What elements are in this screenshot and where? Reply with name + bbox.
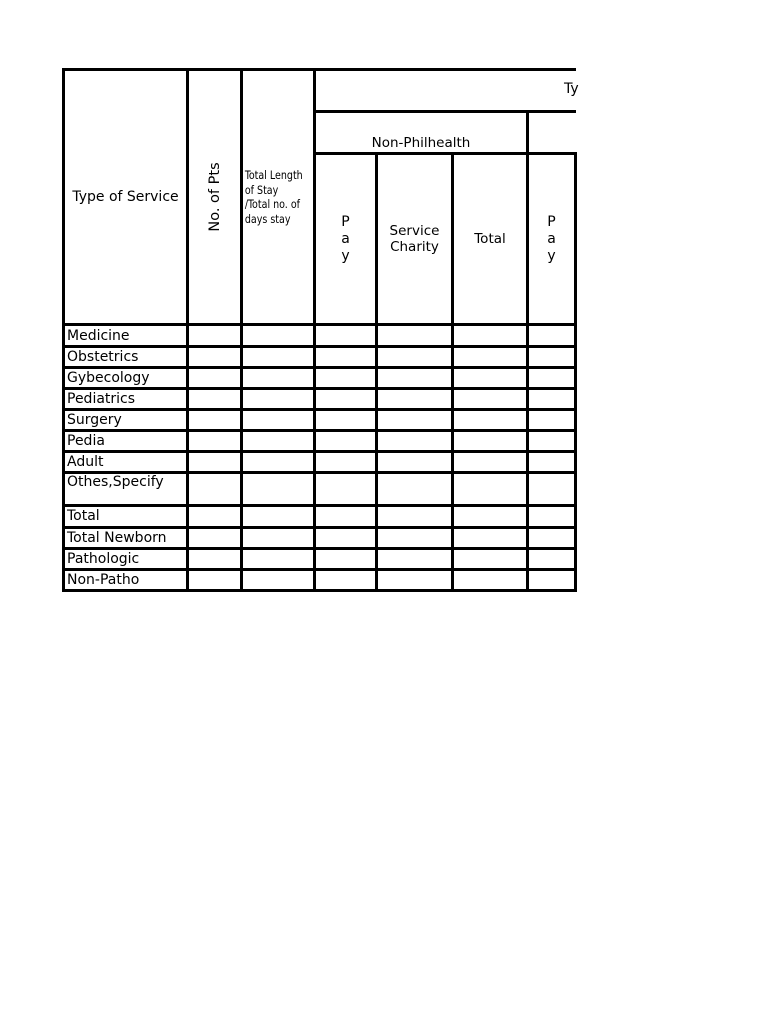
- header-type-group-label: Ty: [564, 81, 579, 97]
- cell: [242, 473, 315, 506]
- cell: [242, 527, 315, 548]
- los-line-2: of Stay: [244, 182, 279, 197]
- cell: [377, 346, 453, 367]
- cell: [453, 506, 528, 527]
- cell: [315, 346, 377, 367]
- cell: [242, 548, 315, 569]
- table-row: [64, 473, 576, 506]
- cell: [188, 325, 242, 346]
- cell: [377, 452, 453, 473]
- cell: [242, 325, 315, 346]
- cell: [188, 452, 242, 473]
- cell: [377, 431, 453, 452]
- cell: [528, 452, 576, 473]
- cell: [315, 569, 377, 590]
- row-label: Obstetrics: [64, 346, 188, 367]
- cell: [377, 506, 453, 527]
- cell: [315, 409, 377, 430]
- cell: [188, 431, 242, 452]
- service-charity-line-2: Charity: [390, 239, 439, 256]
- row-label: Gybecology: [64, 367, 188, 388]
- cell: [315, 473, 377, 506]
- cell: [528, 388, 576, 409]
- cell: [188, 473, 242, 506]
- cell: [528, 325, 576, 346]
- header-type-of-service-label: Type of Service: [72, 189, 179, 206]
- cell: [453, 548, 528, 569]
- cell: [242, 367, 315, 388]
- cell: [242, 346, 315, 367]
- header-type-of-service: [64, 70, 188, 325]
- table-row: [64, 325, 576, 346]
- header-length-of-stay-label: [243, 168, 307, 226]
- cell: [453, 325, 528, 346]
- cell: [528, 473, 576, 506]
- header-total-label: Total: [474, 231, 506, 248]
- cell: [377, 548, 453, 569]
- cell: [528, 367, 576, 388]
- cell: [315, 527, 377, 548]
- los-line-3: /Total no. of: [244, 197, 301, 212]
- cell: [188, 388, 242, 409]
- header-no-of-pts-label: No. of Pts: [206, 162, 223, 232]
- header-pay: [315, 154, 377, 325]
- service-statistics-table: [62, 68, 577, 592]
- cell: [188, 527, 242, 548]
- cell: [528, 431, 576, 452]
- table-row: [64, 452, 576, 473]
- pay-letter: P: [341, 213, 350, 230]
- header-total: [453, 154, 528, 325]
- cell: [242, 431, 315, 452]
- cell: [528, 548, 576, 569]
- cell: [188, 367, 242, 388]
- pay-letter: a: [341, 230, 350, 247]
- row-label: Total: [64, 506, 188, 527]
- cell: [315, 548, 377, 569]
- cell: [315, 506, 377, 527]
- cell: [242, 452, 315, 473]
- cell: [188, 346, 242, 367]
- table-row: [64, 431, 576, 452]
- cell: [315, 452, 377, 473]
- cell: [188, 548, 242, 569]
- service-charity-line-1: Service: [389, 223, 440, 240]
- pay2-letter: y: [547, 247, 556, 264]
- row-label: Non-Patho: [64, 569, 188, 590]
- row-label: Medicine: [64, 325, 188, 346]
- header-pay-2: [528, 154, 576, 325]
- los-line-4: days stay: [244, 211, 291, 226]
- cell: [528, 346, 576, 367]
- cell: [453, 452, 528, 473]
- cell: [377, 409, 453, 430]
- table-row: [64, 527, 576, 548]
- cell: [453, 367, 528, 388]
- pay2-letter: P: [547, 213, 556, 230]
- header-non-philhealth: [315, 112, 528, 154]
- row-label: Surgery: [64, 409, 188, 430]
- service-statistics-sheet: [62, 68, 579, 592]
- los-line-1: Total Length: [244, 168, 303, 183]
- header-non-philhealth-label: Non-Philhealth: [371, 134, 471, 151]
- cell: [315, 367, 377, 388]
- cell: [528, 409, 576, 430]
- cell: [377, 367, 453, 388]
- pay2-letter: a: [547, 230, 556, 247]
- cell: [377, 527, 453, 548]
- cell: [453, 473, 528, 506]
- table-row: [64, 548, 576, 569]
- row-label: Pediatrics: [64, 388, 188, 409]
- cell: [188, 569, 242, 590]
- header-service-charity: [377, 154, 453, 325]
- cell: [453, 569, 528, 590]
- cell: [453, 431, 528, 452]
- header-type-group: [315, 70, 579, 112]
- row-label: Pedia: [64, 431, 188, 452]
- row-label: Othes,Specify: [64, 473, 188, 506]
- cell: [453, 388, 528, 409]
- cell: [242, 409, 315, 430]
- row-label: Pathologic: [64, 548, 188, 569]
- cell: [242, 569, 315, 590]
- cell: [188, 409, 242, 430]
- cell: [453, 409, 528, 430]
- cell: [377, 569, 453, 590]
- row-label: Total Newborn: [64, 527, 188, 548]
- header-philhealth-partial: [528, 112, 576, 154]
- header-length-of-stay: [242, 70, 315, 325]
- pay-letter: y: [341, 247, 350, 264]
- cell: [188, 506, 242, 527]
- cell: [315, 325, 377, 346]
- cell: [315, 431, 377, 452]
- cell: [453, 346, 528, 367]
- cell: [377, 388, 453, 409]
- cell: [528, 569, 576, 590]
- table-row: [64, 409, 576, 430]
- table-row: [64, 346, 576, 367]
- cell: [528, 527, 576, 548]
- cell: [453, 527, 528, 548]
- table-row: [64, 388, 576, 409]
- cell: [315, 388, 377, 409]
- row-label: Adult: [64, 452, 188, 473]
- cell: [242, 506, 315, 527]
- cell: [528, 506, 576, 527]
- cell: [377, 473, 453, 506]
- header-no-of-pts: [188, 70, 242, 325]
- cell: [242, 388, 315, 409]
- table-row: [64, 506, 576, 527]
- cell: [377, 325, 453, 346]
- table-row: [64, 367, 576, 388]
- table-row: [64, 569, 576, 590]
